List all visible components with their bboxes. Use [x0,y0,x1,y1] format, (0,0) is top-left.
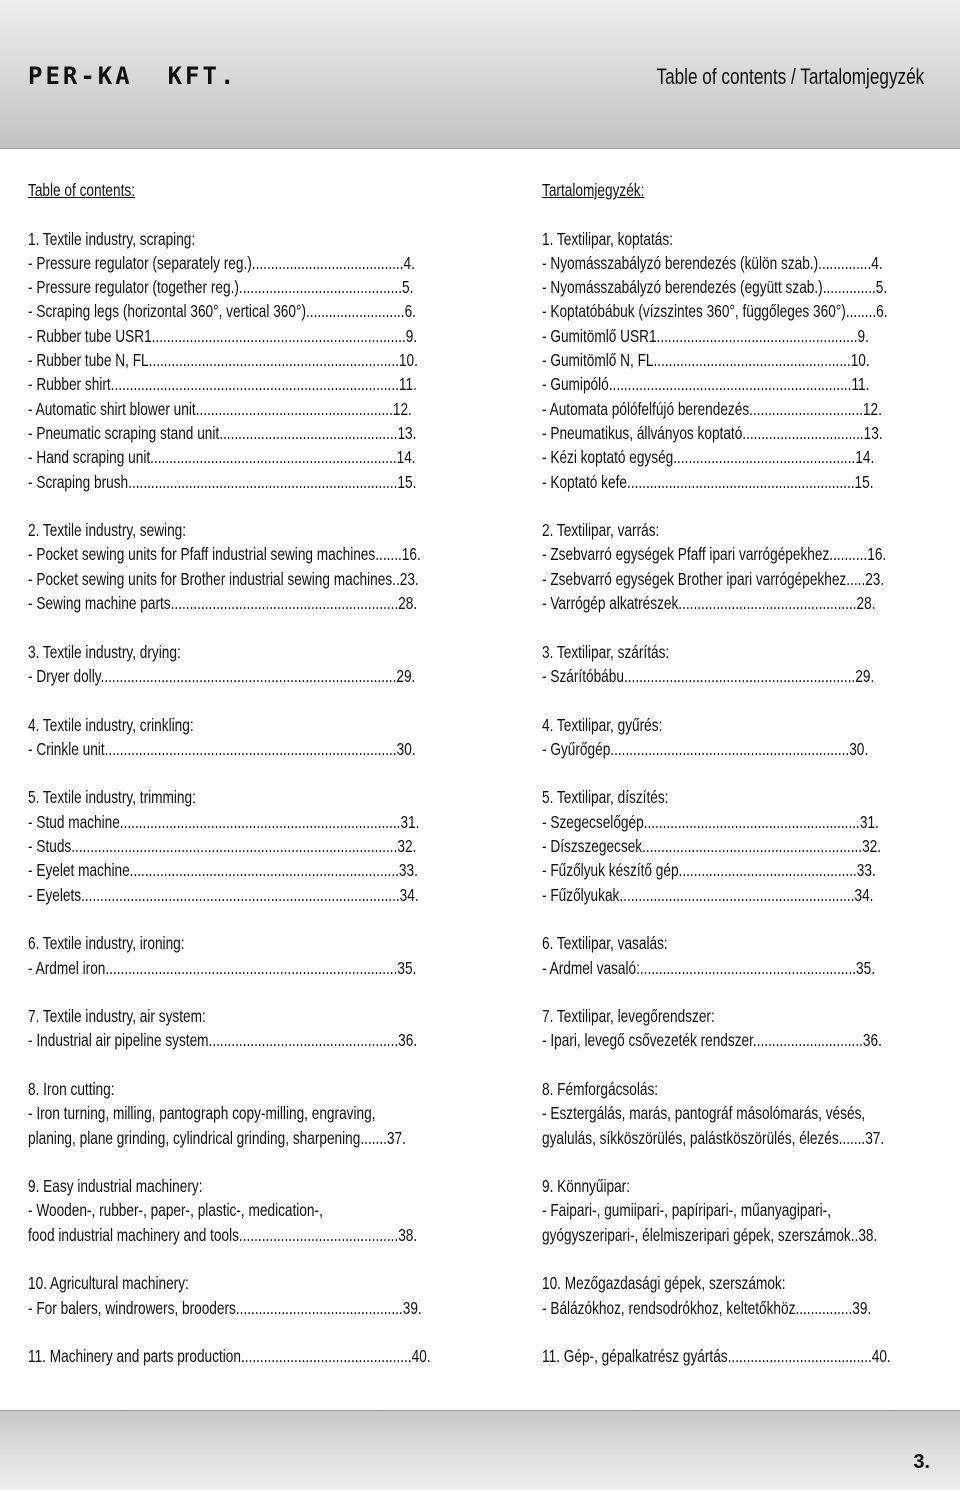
toc-entry: - Varrógép alkatrészek...............................................28. [542,593,876,614]
toc-entry: - Fűzőlyukak..............................................................34. [542,884,874,905]
toc-entry: - Pneumatic scraping stand unit...............................................13. [28,422,417,443]
section-heading: 1. Textile industry, scraping: [28,228,196,249]
spacer [542,1150,920,1174]
section-heading: 11. Gép-, gépalkatrész gyártás......................................40. [542,1346,891,1367]
toc-entry: - Wooden-, rubber-, paper-, plastic-, medication-, [28,1200,323,1221]
toc-entry: - Nyomásszabályzó berendezés (külön szab.)..............4. [542,252,883,273]
section-heading: 2. Textilipar, varrás: [542,520,660,541]
toc-entry: - Pneumatikus, állványos koptató................................13. [542,422,883,443]
toc-entry: - Eyelets....................................................................................34. [28,884,419,905]
section-heading: 5. Textilipar, díszítés: [542,787,669,808]
spacer [542,615,920,639]
spacer [542,1053,920,1077]
spacer [28,1320,434,1344]
toc-entry: - Kézi koptató egység................................................14. [542,447,875,468]
toc-entry: - Ipari, levegő csővezeték rendszer.............................36. [542,1030,882,1051]
toc-entry: - For balers, windrowers, brooders............................................39. [28,1297,422,1318]
toc-entry: - Szegecselőgép.........................................................31. [542,811,879,832]
spacer [542,688,920,712]
spacer [542,1247,920,1271]
toc-entry: - Pocket sewing units for Pfaff industrial sewing machines.......16. [28,544,421,565]
spacer [542,980,920,1004]
spacer [542,761,920,785]
toc-entry: - Pressure regulator (together reg.)...........................................5. [28,277,414,298]
toc-entry: - Automatic shirt blower unit....................................................12. [28,398,412,419]
section-heading: 6. Textile industry, ironing: [28,933,185,954]
toc-entry: - Crinkle unit.............................................................................30. [28,738,416,759]
spacer [28,1150,434,1174]
toc-entry: - Bálázókhoz, rendsodrókhoz, keltetőkhöz...............39. [542,1297,872,1318]
section-heading: 5. Textile industry, trimming: [28,787,196,808]
english-contents-heading: Table of contents: [28,180,135,200]
spacer [28,761,434,785]
spacer [542,494,920,518]
toc-entry: - Dryer dolly..............................................................................29. [28,665,416,686]
section-heading: 4. Textile industry, crinkling: [28,714,194,735]
toc-entry: - Ardmel vasaló:.........................................................35. [542,957,876,978]
toc-entry: - Ardmel iron.............................................................................35. [28,957,417,978]
toc-entry: - Pocket sewing units for Brother industrial sewing machines..23. [28,568,419,589]
section-heading: 2. Textile industry, sewing: [28,520,187,541]
toc-entry: - Pressure regulator (separately reg.)........................................4. [28,252,415,273]
section-heading: 8. Fémforgácsolás: [542,1078,659,1099]
toc-entry: - Gyűrőgép...............................................................30. [542,738,869,759]
company-logo: PER-KA KFT. [28,62,238,90]
toc-entry: - Esztergálás, marás, pantográf másolómarás, vésés, [542,1103,866,1124]
toc-entry: - Gumitömlő USR1.....................................................9. [542,325,869,346]
spacer [542,907,920,931]
hungarian-contents-column [542,178,920,1369]
toc-entry: - Iron turning, milling, pantograph copy-milling, engraving, [28,1103,376,1124]
section-heading: 4. Textilipar, gyűrés: [542,714,663,735]
toc-entry: - Scraping legs (horizontal 360°, vertical 360°)..........................6. [28,301,416,322]
section-heading: 9. Könnyűipar: [542,1176,631,1197]
spacer [28,980,434,1004]
page-header [0,0,960,149]
spacer [28,202,434,226]
toc-entry: gyalulás, síkköszörülés, palástköszörülés, élezés.......37. [542,1127,885,1148]
toc-entry: - Gumipóló................................................................11. [542,374,870,395]
spacer [28,688,434,712]
spacer [28,1247,434,1271]
section-heading: 10. Mezőgazdasági gépek, szerszámok: [542,1273,786,1294]
toc-entry: - Zsebvarró egységek Pfaff ipari varrógépekhez..........16. [542,544,887,565]
spacer [28,907,434,931]
toc-entry: - Szárítóbábu.............................................................29. [542,665,875,686]
section-heading: 3. Textile industry, drying: [28,641,181,662]
section-heading: 7. Textilipar, levegőrendszer: [542,1006,715,1027]
toc-entry: - Industrial air pipeline system..................................................36. [28,1030,418,1051]
toc-entry: - Automata pólófelfújó berendezés..............................12. [542,398,882,419]
section-heading: 8. Iron cutting: [28,1078,115,1099]
toc-entry: - Gumitömlő N, FL....................................................10. [542,350,870,371]
toc-entry: planing, plane grinding, cylindrical grinding, sharpening.......37. [28,1127,406,1148]
hungarian-contents-heading: Tartalomjegyzék: [542,180,645,200]
page-title: Table of contents / Tartalomjegyzék [656,64,924,89]
toc-entry: gyógyszeripari-, élelmiszeripari gépek, szerszámok..38. [542,1224,878,1245]
spacer [28,1053,434,1077]
section-heading: 6. Textilipar, vasalás: [542,933,668,954]
section-heading: 9. Easy industrial machinery: [28,1176,203,1197]
section-heading: 3. Textilipar, szárítás: [542,641,670,662]
spacer [28,494,434,518]
toc-entry: - Studs......................................................................................32. [28,836,417,857]
toc-entry: - Rubber tube USR1...................................................................9. [28,325,418,346]
spacer [28,615,434,639]
section-heading: 11. Machinery and parts production.............................................40. [28,1346,431,1367]
section-heading: 7. Textile industry, air system: [28,1006,206,1027]
section-heading: 1. Textilipar, koptatás: [542,228,674,249]
spacer [542,1320,920,1344]
toc-entry: - Fűzőlyuk készítő gép...............................................33. [542,860,876,881]
toc-entry: - Rubber shirt............................................................................11. [28,374,417,395]
toc-entry: - Faipari-, gumiipari-, papíripari-, műanyagipari-, [542,1200,832,1221]
toc-entry: - Díszszegecsek..........................................................32. [542,836,882,857]
toc-entry: - Koptató kefe............................................................15. [542,471,874,492]
toc-entry: - Scraping brush.......................................................................15. [28,471,417,492]
toc-entry: - Zsebvarró egységek Brother ipari varrógépekhez.....23. [542,568,885,589]
toc-entry: - Koptatóbábuk (vízszintes 360°, függőleges 360°)........6. [542,301,888,322]
english-contents-column [28,178,434,1369]
toc-entry: - Stud machine..........................................................................31. [28,811,420,832]
toc-entry: - Nyomásszabályzó berendezés (együtt szab.)..............5. [542,277,888,298]
toc-entry: food industrial machinery and tools..........................................38. [28,1224,418,1245]
page-number: 3. [913,1451,930,1473]
page-footer [0,1410,960,1490]
spacer [542,202,920,226]
english-contents-list [28,202,434,1368]
hungarian-contents-list [542,202,920,1368]
toc-entry: - Eyelet machine.......................................................................33. [28,860,418,881]
section-heading: 10. Agricultural machinery: [28,1273,189,1294]
toc-entry: - Sewing machine parts............................................................28. [28,593,418,614]
toc-entry: - Hand scraping unit.................................................................14. [28,447,416,468]
toc-entry: - Rubber tube N, FL..................................................................10. [28,350,418,371]
